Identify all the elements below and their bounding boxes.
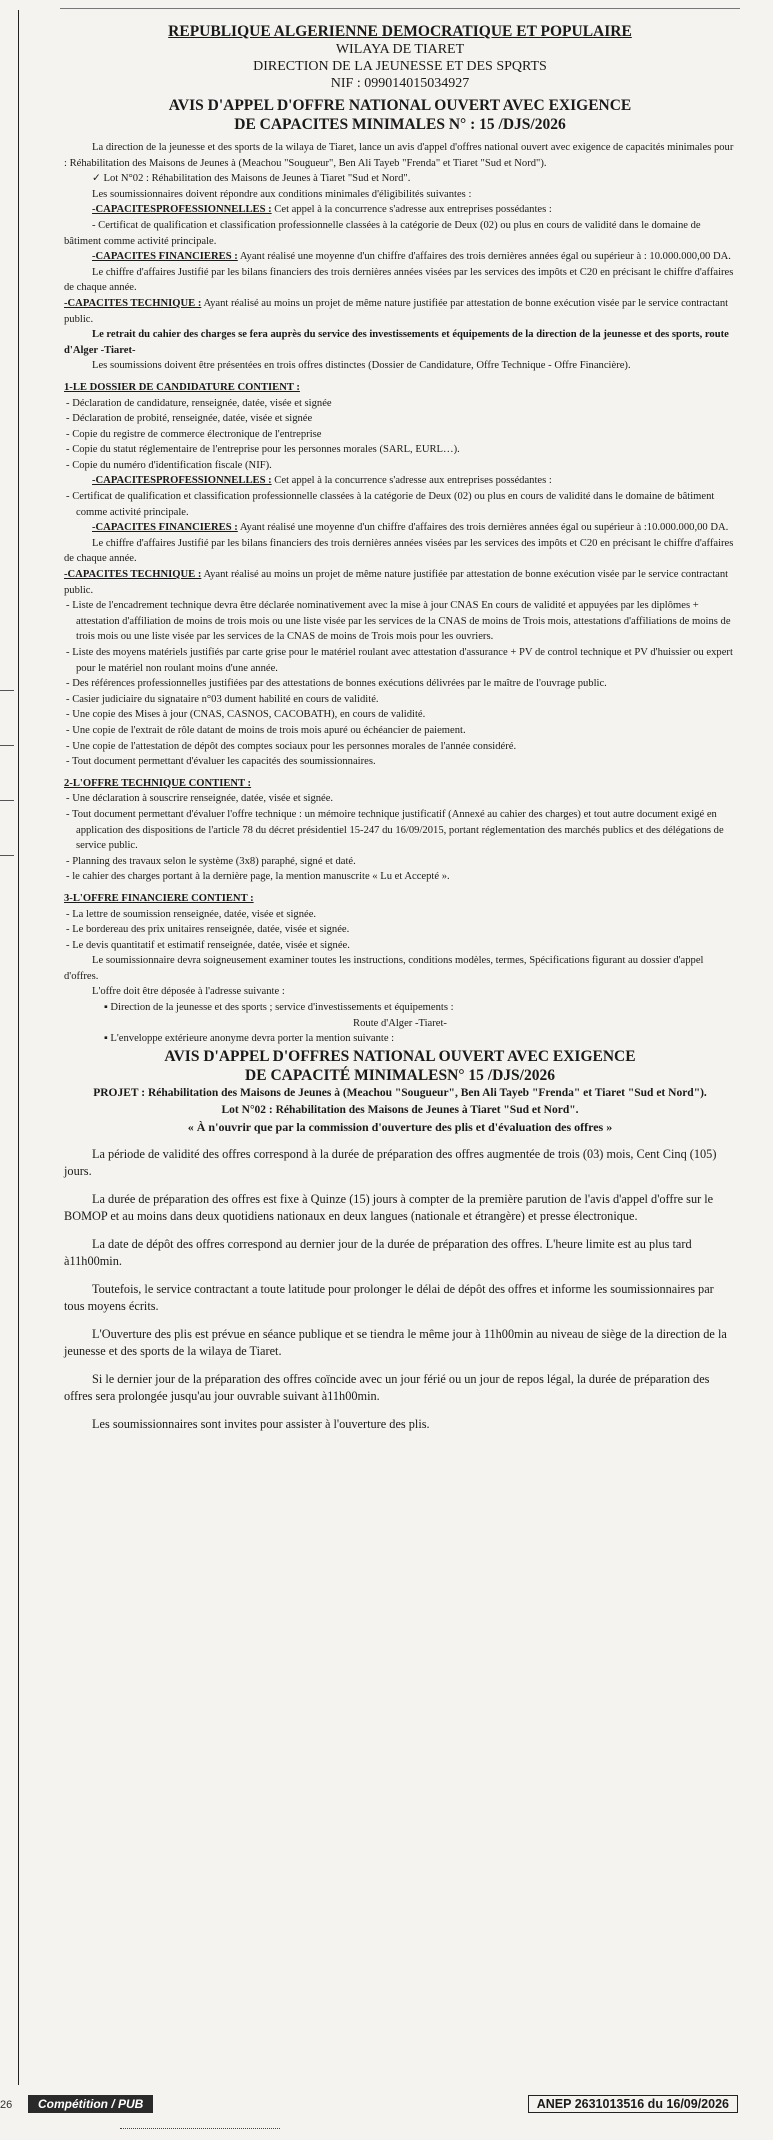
list-item: - Copie du registre de commerce électronique de l'entreprise bbox=[64, 427, 736, 443]
fin-justification-1: Le chiffre d'affaires Justifié par les bilans financiers des trois dernières années visées par les services des impôts et C20 en précisant le chiffre d'affaires de chaque année. bbox=[64, 266, 734, 294]
header-block bbox=[64, 22, 736, 92]
fin-capacities-1: -CAPACITES FINANCIERES : Ayant réalisé une moyenne d'un chiffre d'affaires des trois dernières années égal ou supérieur à : 10.000.000,00 DA. bbox=[92, 251, 731, 263]
pro-certificate-1: - Certificat de qualification et classification professionnelle classées à la catégorie de Deux (02) ou plus en cours de validité dans le domaine de bâtiment comme activité principale. bbox=[64, 219, 701, 247]
pro-capacities-1: -CAPACITESPROFESSIONNELLES : Cet appel à la concurrence s'adresse aux entreprises possédantes : bbox=[92, 204, 552, 216]
intro-paragraph: La direction de la jeunesse et des sports de la wilaya de Tiaret, lance un avis d'appel d'offres national ouvert avec exigence de capacités minimales pour : Réhabilitation des Maisons de Jeunes à (Meachou "Sougueur", Ben Ali Tayeb "Frenda" et Tiaret "Sud et Nord"). bbox=[64, 142, 734, 169]
closing-paragraph: Les soumissionnaires sont invites pour assister à l'ouverture des plis. bbox=[92, 1416, 430, 1431]
list-item: - Tout document permettant d'évaluer les capacités des soumissionnaires. bbox=[64, 754, 736, 770]
closing-paragraph: L'Ouverture des plis est prévue en séance publique et se tiendra le même jour à 11h00min au niveau de siège de la direction de la jeunesse et des sports de la wilaya de Tiaret. bbox=[64, 1326, 727, 1359]
notice-title bbox=[64, 96, 736, 134]
adjacent-column-fragment bbox=[0, 0, 14, 2140]
list-item: - Tout document permettant d'évaluer l'offre technique : un mémoire technique justificatif (Annexé au cahier des charges) et tout autre document exigé en application des dispositions de l'article 78 du décret présidentiel 15-247 du 16/09/2015, portant réglementation des marchés publics et des délégations de service public. bbox=[64, 807, 736, 854]
tender-notice bbox=[64, 22, 736, 1433]
anep-reference: ANEP 2631013516 du 16/09/2026 bbox=[528, 2095, 738, 2113]
page-footer bbox=[28, 2095, 738, 2113]
list-item: - Liste de l'encadrement technique devra être déclarée nominativement avec la mise à jour CNAS En cours de validité et appuyées par les diplômes + attestation d'affiliation de moins de trois mois ou une liste visée par les services de la CNAS de moins de Trois mois, attestations d'affiliations de moins de trois mois ou une liste visée par les services de la CNAS de moins de Trois mois pour les ouvriers. bbox=[64, 598, 736, 645]
wilaya-heading: WILAYA DE TIARET bbox=[335, 42, 465, 57]
list-item: - Une copie de l'attestation de dépôt des comptes sociaux pour les personnes morales de l'année considéré. bbox=[64, 739, 736, 755]
closing-paragraphs bbox=[64, 1146, 736, 1434]
envelopes-paragraph: Les soumissions doivent être présentées en trois offres distinctes (Dossier de Candidature, Offre Technique - Offre Financière). bbox=[92, 360, 631, 372]
list-item: - Une copie de l'extrait de rôle datant de moins de trois mois apuré ou échéancier de paiement. bbox=[64, 723, 736, 739]
column-divider bbox=[18, 10, 19, 2085]
section-badge: Compétition / PUB bbox=[28, 2095, 153, 2113]
list-item: - Le bordereau des prix unitaires renseignée, datée, visée et signée. bbox=[64, 922, 736, 938]
list-item: - Copie du numéro d'identification fiscale (NIF). bbox=[64, 458, 736, 474]
nif-line: NIF : 099014015034927 bbox=[330, 76, 470, 91]
fin-capacities-2: -CAPACITES FINANCIERES : Ayant réalisé une moyenne d'un chiffre d'affaires des trois dernières années égal ou supérieur à :10.000.000,00 DA. bbox=[92, 522, 729, 534]
conditions-line: Les soumissionnaires doivent répondre aux conditions minimales d'éligibilités suivantes : bbox=[92, 188, 472, 200]
envelope-projet: PROJET : Réhabilitation des Maisons de Jeunes à (Meachou "Sougueur", Ben Ali Tayeb "Frenda" et Tiaret "Sud et Nord"). bbox=[93, 1086, 707, 1099]
tech-capacities-1: -CAPACITES TECHNIQUE : Ayant réalisé au moins un projet de même nature justifiée par attestation de bonne exécution visée par le service contractant public. bbox=[64, 297, 729, 325]
dossier-heading: 1-LE DOSSIER DE CANDIDATURE CONTIENT : bbox=[64, 381, 300, 393]
list-item: - Copie du statut réglementaire de l'entreprise pour les personnes morales (SARL, EURL…). bbox=[64, 442, 736, 458]
fin-justification-2: Le chiffre d'affaires Justifié par les bilans financiers des trois dernières années visées par les services des impôts et C20 en précisant le chiffre d'affaires de chaque année. bbox=[64, 537, 734, 565]
envelope-line: ▪ L'enveloppe extérieure anonyme devra porter la mention suivante : bbox=[64, 1031, 736, 1047]
address-line-2: Route d'Alger -Tiaret- bbox=[353, 1017, 447, 1029]
top-rule bbox=[60, 8, 740, 9]
closing-paragraph: La durée de préparation des offres est fixe à Quinze (15) jours à compter de la première parution de l'avis d'appel d'offre sur le BOMOP et au moins dans deux quotidiens nationaux en deux langues (nationale et étrangère) et presse électronique. bbox=[64, 1191, 714, 1224]
list-item: - Casier judiciaire du signataire n°03 dument habilité en cours de validité. bbox=[64, 692, 736, 708]
tech-capacities-2: -CAPACITES TECHNIQUE : Ayant réalisé au moins un projet de même nature justifiée par attestation de bonne exécution visée par le service contractant public. bbox=[64, 569, 729, 596]
pro-capacities-2: -CAPACITESPROFESSIONNELLES : Cet appel à la concurrence s'adresse aux entreprises possédantes : bbox=[92, 475, 552, 487]
envelope-title-2: DE CAPACITÉ MINIMALESN° 15 /DJS/2026 bbox=[245, 1066, 555, 1084]
list-item: - Déclaration de candidature, renseignée, datée, visée et signée bbox=[64, 396, 736, 412]
lot-line: ✓ Lot N°02 : Réhabilitation des Maisons de Jeunes à Tiaret "Sud et Nord". bbox=[92, 173, 411, 185]
list-item: - Des références professionnelles justifiées par des attestations de bonnes exécutions délivrées par le maître de l'ouvrage public. bbox=[64, 676, 736, 692]
closing-paragraph: Toutefois, le service contractant a toute latitude pour prolonger le délai de dépôt des offres et informe les soumissionnaires par tous moyens écrits. bbox=[64, 1281, 714, 1314]
envelope-label bbox=[64, 1047, 736, 1136]
list-item: - Liste des moyens matériels justifiés par carte grise pour le matériel roulant avec attestation d'assurance + PV de control technique et PV d'huissier ou expert pour le matériel non roulant moins d'une année. bbox=[64, 645, 736, 676]
direction-heading: DIRECTION DE LA JEUNESSE ET DES SPQRTS bbox=[253, 59, 547, 74]
closing-paragraph: Si le dernier jour de la préparation des offres coïncide avec un jour férié ou un jour de repos légal, la durée de préparation des offres sera prolongée jusqu'au jour ouvrable suivant à11h00min. bbox=[64, 1371, 710, 1404]
list-item: - Planning des travaux selon le système (3x8) paraphé, signé et daté. bbox=[64, 854, 736, 870]
list-item: - Déclaration de probité, renseignée, datée, visée et signée bbox=[64, 411, 736, 427]
title-line-2: DE CAPACITES MINIMALES N° : 15 /DJS/2026 bbox=[234, 116, 566, 133]
envelope-lot: Lot N°02 : Réhabilitation des Maisons de Jeunes à Tiaret "Sud et Nord". bbox=[221, 1103, 579, 1116]
list-item: - Le devis quantitatif et estimatif renseignée, datée, visée et signée. bbox=[64, 938, 736, 954]
retrait-paragraph: Le retrait du cahier des charges se fera auprès du service des investissements et équipements de la direction de la jeunesse et des sports, route d'Alger -Tiaret- bbox=[64, 329, 729, 356]
closing-paragraph: La date de dépôt des offres correspond au dernier jour de la durée de préparation des offres. L'heure limite est au plus tard à11h00min. bbox=[64, 1236, 692, 1269]
examine-note: Le soumissionnaire devra soigneusement examiner toutes les instructions, conditions modèles, termes, Spécifications figurant au dossier d'appel d'offres. bbox=[64, 955, 704, 982]
list-item: - Une déclaration à souscrire renseignée, datée, visée et signée. bbox=[64, 791, 736, 807]
list-item: - La lettre de soumission renseignée, datée, visée et signée. bbox=[64, 907, 736, 923]
address-line-1: ▪ Direction de la jeunesse et des sports ; service d'investissements et équipements : bbox=[64, 1000, 736, 1016]
dossier-list bbox=[64, 396, 736, 474]
page-number-fragment: 26 bbox=[0, 2099, 13, 2111]
deposit-line: L'offre doit être déposée à l'adresse suivante : bbox=[92, 986, 285, 998]
list-item: - le cahier des charges portant à la dernière page, la mention manuscrite « Lu et Accepté ». bbox=[64, 869, 736, 885]
republic-heading: REPUBLIQUE ALGERIENNE DEMOCRATIQUE ET POPULAIRE bbox=[168, 23, 632, 40]
financiere-heading: 3-L'OFFRE FINANCIERE CONTIENT : bbox=[64, 892, 254, 904]
title-line-1: AVIS D'APPEL D'OFFRE NATIONAL OUVERT AVEC EXIGENCE bbox=[168, 97, 632, 114]
envelope-mention: « À n'ouvrir que par la commission d'ouverture des plis et d'évaluation des offres » bbox=[187, 1119, 613, 1134]
envelope-title-1: AVIS D'APPEL D'OFFRES NATIONAL OUVERT AVEC EXIGENCE bbox=[164, 1047, 636, 1065]
closing-paragraph: La période de validité des offres correspond à la durée de préparation des offres augmentée de trois (03) mois, Cent Cinq (105) jours. bbox=[64, 1146, 717, 1179]
list-item: - Une copie des Mises à jour (CNAS, CASNOS, CACOBATH), en cours de validité. bbox=[64, 707, 736, 723]
technique-heading: 2-L'OFFRE TECHNIQUE CONTIENT : bbox=[64, 777, 252, 789]
dotted-rule bbox=[120, 2128, 280, 2129]
pro-certificate-2: - Certificat de qualification et classification professionnelle classées à la catégorie de Deux (02) ou plus en cours de validité dans le domaine de bâtiment comme activité principale. bbox=[64, 489, 736, 520]
dossier-list-2 bbox=[64, 598, 736, 770]
